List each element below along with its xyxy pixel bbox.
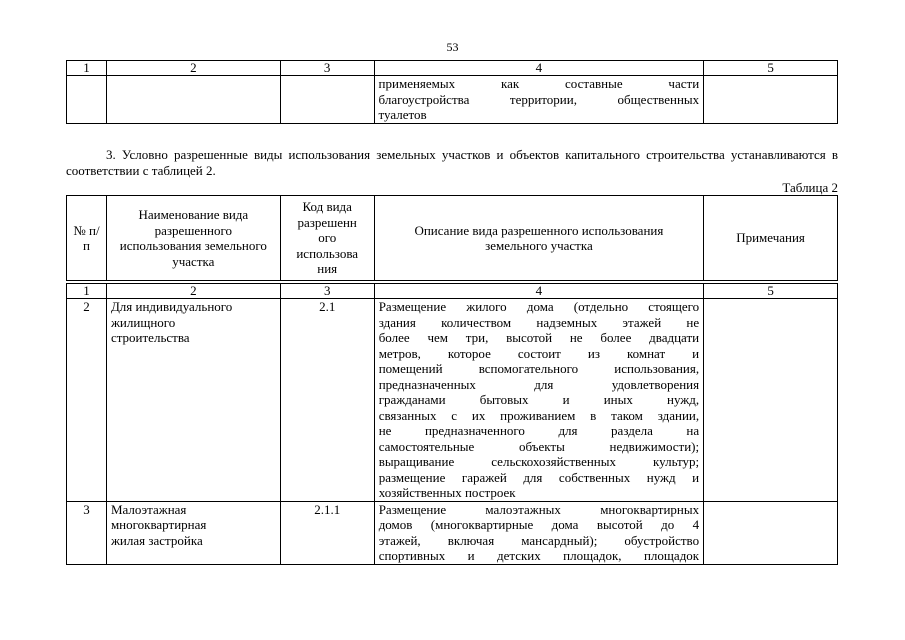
column-number-row [67,284,838,299]
text-line: многоквартирная [110,517,207,532]
code-cell: 2.1 [280,299,374,502]
text-line: домов (многоквартирные дома высотой до 4 [378,517,700,532]
notes-cell [704,299,838,502]
header-num: № п/п [67,196,107,281]
text-line: Для индивидуального [110,299,233,314]
text-line: предназначенных для удовлетворения [378,376,700,392]
page-number: 53 [446,40,459,54]
description-cell [374,299,703,502]
table-2 [66,195,838,565]
col-number: 1 [67,284,107,299]
text-line: этажей, включая мансардный); обустройство [378,532,700,548]
code-cell: 2.1.1 [280,501,374,564]
text-line: выращивание сельскохозяйственных культур; [378,454,700,469]
col-number: 5 [704,284,838,299]
text-line: применяемых как составные части [378,76,700,91]
name-cell [106,299,280,502]
text-line: благоустройства территории, общественных [378,91,700,107]
text-line: Малоэтажная [110,501,187,517]
col-number: 3 [280,284,374,299]
table-caption: Таблица 2 [782,180,838,195]
column-number-row [67,61,838,76]
text-line: помещений вспомогательного использования, [378,361,700,376]
text-line: туалетов [378,107,427,122]
description-cell [374,501,703,564]
text-line: размещение гаражей для собственных нужд и [378,469,700,485]
text-line: связанных с их проживанием в таком здании, [378,407,700,423]
text-line: жилая застройка [110,532,203,548]
text-line: жилищного [110,314,176,330]
text-line: не предназначенного для раздела на [378,423,700,438]
name-cell [106,501,280,564]
col-number: 5 [704,61,838,76]
notes-cell [704,501,838,564]
text-line: гражданами бытовых и иных нужд, [378,392,700,407]
text-line: Размещение малоэтажных многоквартирных [378,501,700,517]
body-paragraph: 3. Условно разрешенные виды использования земельных участков и объектов капитального строительства устанавливаются в соответствии с таблицей 2. [66,147,838,178]
table-row [67,299,838,502]
text-line: хозяйственных построек [378,485,516,500]
text-line: более чем три, высотой не более двадцати [378,330,700,345]
continuation-table [66,60,838,124]
col-number: 3 [280,61,374,76]
text-line: здания количеством надземных этажей не [378,314,700,330]
col-number: 1 [67,61,107,76]
header-code: Код вида разрешенн ого использова ния [280,196,374,281]
header-notes: Примечания [704,196,838,281]
description-cell [374,76,704,124]
col-number: 4 [374,284,703,299]
text-line: спортивных и детских площадок, площадок [378,548,700,563]
row-number: 3 [67,501,107,564]
col-number: 4 [374,61,704,76]
text-line: метров, которое состоит из комнат и [378,345,700,361]
table-header-row [67,196,838,281]
col-number: 2 [106,61,280,76]
table-row [67,76,838,124]
text-line: самостоятельные объекты недвижимости); [378,438,700,454]
text-line: Размещение жилого дома (отдельно стоящего [378,299,700,314]
row-number: 2 [67,299,107,502]
header-description: Описание вида разрешенного использования земельного участка [374,196,703,281]
table-row [67,501,838,564]
header-name: Наименование вида разрешенного использования земельного участка [106,196,280,281]
text-line: строительства [110,330,190,345]
col-number: 2 [106,284,280,299]
